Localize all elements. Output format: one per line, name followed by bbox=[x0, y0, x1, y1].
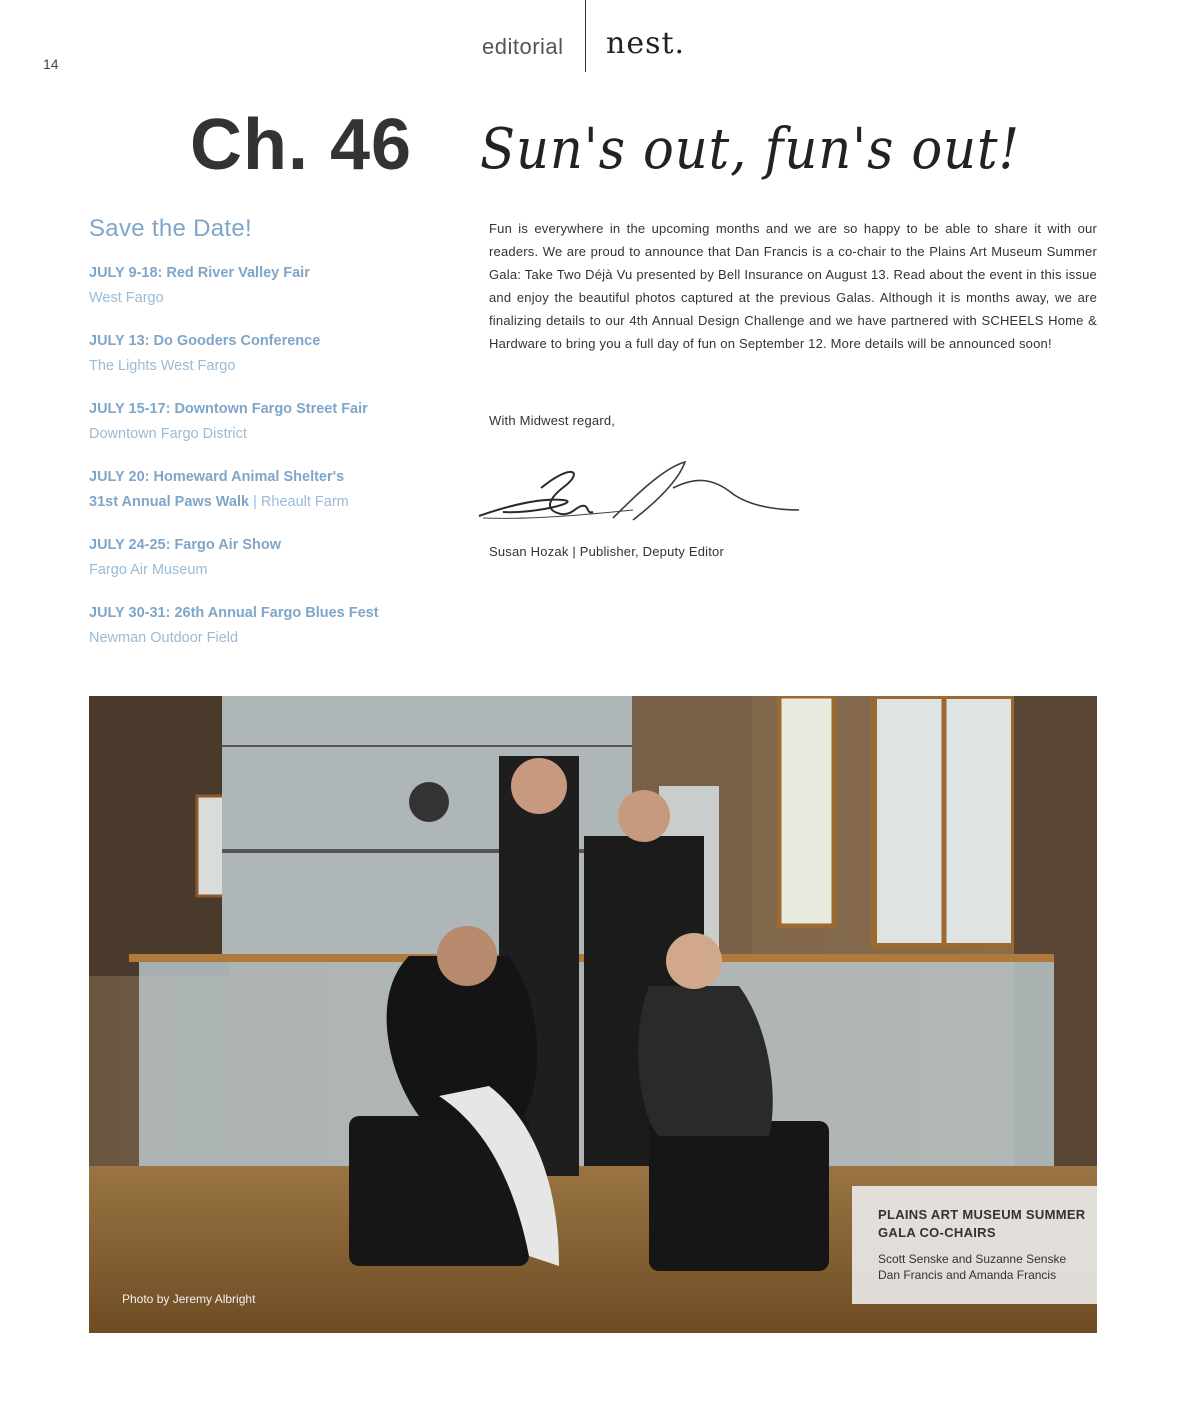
event-item bbox=[89, 601, 429, 651]
caption-line: Scott Senske and Suzanne Senske bbox=[878, 1252, 1067, 1266]
header-divider bbox=[585, 0, 586, 72]
event-title-line2 bbox=[89, 490, 429, 515]
photo-credit: Photo by Jeremy Albright bbox=[122, 1292, 256, 1306]
event-title: JULY 30-31: 26th Annual Fargo Blues Fest bbox=[89, 605, 379, 621]
caption-line: Dan Francis and Amanda Francis bbox=[878, 1268, 1057, 1282]
event-venue: The Lights West Fargo bbox=[89, 358, 236, 374]
event-title: JULY 9-18: Red River Valley Fair bbox=[89, 265, 310, 281]
event-title: JULY 20: Homeward Animal Shelter's bbox=[89, 469, 345, 485]
editorial-body: Fun is everywhere in the upcoming months and we are so happy to be able to share it with our readers. We are proud to announce that Dan Francis is a co-chair to the Plains Art Museum Summer Gala: Take Two Déjà Vu presented by Bell Insurance on August 13. Read about the event in this issue and enjoy the beautiful photos captured at the previous Galas. Although it is months away, we are finalizing details to our 4th Annual Design Challenge and we have partnered with SCHEELS Home & Hardware to bring you a full day of fun on September 12. More details will be announced soon! bbox=[489, 221, 1097, 351]
event-venue: West Fargo bbox=[89, 290, 164, 306]
event-item bbox=[89, 465, 429, 515]
header-section-label: editorial bbox=[482, 34, 564, 59]
script-headline bbox=[472, 110, 1032, 205]
script-headline-text: Sun's out, fun's out! bbox=[480, 117, 1020, 182]
event-item bbox=[89, 261, 429, 311]
caption-names bbox=[878, 1251, 1093, 1283]
event-title: JULY 24-25: Fargo Air Show bbox=[89, 537, 282, 553]
event-venue: Newman Outdoor Field bbox=[89, 630, 239, 646]
event-title: JULY 15-17: Downtown Fargo Street Fair bbox=[89, 401, 368, 417]
event-item bbox=[89, 397, 429, 447]
chapter-label: Ch. 46 bbox=[190, 105, 413, 185]
event-item bbox=[89, 329, 429, 379]
signoff-line: Susan Hozak | Publisher, Deputy Editor bbox=[489, 544, 724, 559]
caption-title: PLAINS ART MUSEUM SUMMER GALA CO-CHAIRS bbox=[878, 1207, 1086, 1240]
event-title: 31st Annual Paws Walk bbox=[89, 494, 250, 510]
event-title: JULY 13: Do Gooders Conference bbox=[89, 333, 321, 349]
brand-logo: nest. bbox=[606, 26, 686, 61]
co-chairs-photo bbox=[89, 696, 1097, 1333]
page-number: 14 bbox=[43, 56, 59, 72]
closing-line: With Midwest regard, bbox=[489, 413, 616, 428]
event-venue: Downtown Fargo District bbox=[89, 426, 247, 442]
event-item bbox=[89, 533, 429, 583]
save-the-date-sidebar bbox=[89, 215, 429, 669]
photo-caption-box bbox=[852, 1186, 1097, 1304]
event-separator: | bbox=[249, 494, 261, 510]
sidebar-title: Save the Date! bbox=[89, 215, 252, 242]
signature-image bbox=[473, 458, 803, 528]
event-venue: Fargo Air Museum bbox=[89, 562, 208, 578]
event-venue: Rheault Farm bbox=[260, 494, 349, 510]
